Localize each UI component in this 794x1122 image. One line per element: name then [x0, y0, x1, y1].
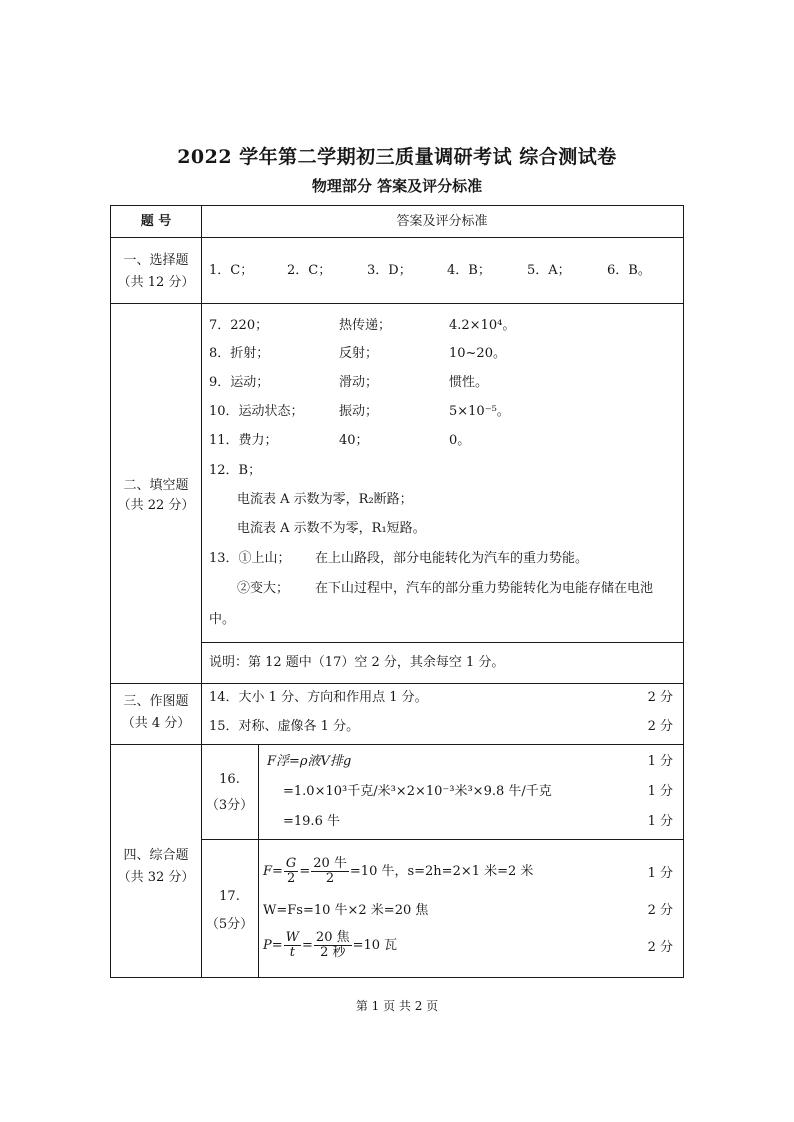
q17-line1 — [263, 857, 533, 886]
q14-score: 2 分 — [647, 690, 673, 705]
fraction-numerator: G — [285, 856, 297, 871]
section-3-points: （共 4 分） — [121, 716, 191, 731]
q13a-text: 在上山路段，部分电能转化为汽车的重力势能。 — [315, 551, 589, 566]
fraction-numerator: W — [285, 930, 300, 945]
answer-2: 2．C； — [287, 263, 332, 278]
section-2-points: （共 22 分） — [117, 498, 195, 513]
q17-line3-rest: =10 瓦 — [352, 938, 398, 953]
q16-line2-score: 1 分 — [647, 784, 673, 799]
section-1-name: 一、选择题 — [123, 253, 189, 268]
fraction-numerator: 20 焦 — [315, 930, 350, 945]
q7-c: 4.2×10⁴。 — [449, 318, 516, 333]
q16-line1: F浮=ρ液V排g — [267, 754, 352, 769]
q17-line3-lhs: P= — [263, 938, 283, 953]
q17-line3 — [263, 931, 397, 960]
q13b-text: 在下山过程中，汽车的部分重力势能转化为电能存储在电池 — [315, 581, 654, 596]
q12-case-b: 电流表 A 示数不为零，R₁短路。 — [237, 521, 426, 536]
q15-answer: 15．对称、虚像各 1 分。 — [209, 719, 360, 734]
q9-b: 滑动； — [339, 375, 379, 390]
answer-4: 4．B； — [447, 263, 491, 278]
section-2-name: 二、填空题 — [123, 478, 189, 493]
answer-table — [110, 205, 684, 978]
section-2-note: 说明：第 12 题中（17）空 2 分，其余每空 1 分。 — [209, 655, 505, 670]
q9-a: 9．运动； — [209, 375, 270, 390]
q11-a: 11．费力； — [209, 433, 278, 448]
col-divider — [201, 206, 202, 977]
q13b-label: ②变大； — [237, 581, 290, 596]
q12-case-a: 电流表 A 示数为零，R₂断路； — [237, 492, 413, 507]
row-divider — [201, 839, 683, 840]
q17-fraction-20n-over-2 — [311, 857, 349, 886]
equals-sign: = — [299, 864, 311, 879]
q17-fraction-g-over-2 — [284, 857, 298, 886]
q10-c: 5×10⁻⁵。 — [449, 404, 510, 419]
q9-c: 惯性。 — [449, 375, 489, 390]
q16-line2: =1.0×10³千克/米³×2×10⁻³米³×9.8 牛/千克 — [283, 784, 552, 799]
q13a-label: 13．①上山； — [209, 551, 291, 566]
q7-b: 热传递； — [339, 318, 392, 333]
q16-line1-score: 1 分 — [647, 754, 673, 769]
q17-line1-score: 1 分 — [647, 866, 673, 881]
q17-fraction-w-over-t — [284, 931, 301, 960]
q10-b: 振动； — [339, 404, 379, 419]
page-footer: 第 1 页 共 2 页 — [355, 999, 439, 1013]
section-4-name: 四、综合题 — [123, 848, 189, 863]
q13b-continuation: 中。 — [209, 612, 236, 627]
q16-points: （3分） — [205, 798, 254, 813]
answer-5: 5．A； — [527, 263, 571, 278]
q16-number: 16. — [219, 772, 240, 787]
page-title: 2022 学年第二学期初三质量调研考试 综合测试卷 — [177, 146, 617, 168]
row-divider — [111, 744, 683, 745]
section-3-name: 三、作图题 — [123, 694, 189, 709]
row-divider — [111, 683, 683, 684]
answer-6: 6．B。 — [607, 263, 651, 278]
header-col-number: 题 号 — [140, 214, 172, 229]
q14-answer: 14．大小 1 分、方向和作用点 1 分。 — [209, 690, 428, 705]
q15-score: 2 分 — [647, 719, 673, 734]
q17-line1-rest: =10 牛，s=2h=2×1 米=2 米 — [349, 864, 534, 879]
answer-3: 3．D； — [367, 263, 412, 278]
q8-a: 8．折射； — [209, 346, 270, 361]
q16-line3: =19.6 牛 — [283, 814, 340, 829]
q16-line3-score: 1 分 — [647, 814, 673, 829]
row-divider — [201, 642, 683, 643]
q8-b: 反射； — [339, 346, 379, 361]
col-divider — [258, 744, 259, 977]
q17-line2: W=Fs=10 牛×2 米=20 焦 — [263, 903, 429, 918]
q12-answer: 12．B； — [209, 463, 262, 478]
q17-points: （5分） — [205, 917, 254, 932]
q7-a: 7．220； — [209, 318, 269, 333]
answer-1: 1．C； — [209, 263, 254, 278]
q11-c: 0。 — [449, 433, 471, 448]
header-col-answer: 答案及评分标准 — [396, 214, 488, 229]
fraction-denominator: 2 — [286, 871, 296, 886]
q8-c: 10~20。 — [449, 346, 506, 361]
q17-line3-score: 2 分 — [647, 940, 673, 955]
q17-line1-lhs: F= — [263, 864, 283, 879]
fraction-numerator: 20 牛 — [313, 856, 347, 871]
row-divider — [111, 303, 683, 304]
page-subtitle: 物理部分 答案及评分标准 — [311, 177, 483, 195]
section-1-points: （共 12 分） — [117, 275, 195, 290]
fraction-denominator: 2 秒 — [320, 945, 346, 960]
q10-a: 10．运动状态； — [209, 404, 304, 419]
fraction-denominator: 2 — [325, 871, 335, 886]
equals-sign: = — [302, 938, 313, 953]
fraction-denominator: t — [289, 945, 295, 960]
q17-fraction-20j-over-2s — [314, 931, 352, 960]
q17-number: 17. — [219, 889, 240, 904]
row-divider — [111, 237, 683, 238]
q11-b: 40； — [339, 433, 369, 448]
section-4-points: （共 32 分） — [117, 870, 195, 885]
q17-line2-score: 2 分 — [647, 903, 673, 918]
